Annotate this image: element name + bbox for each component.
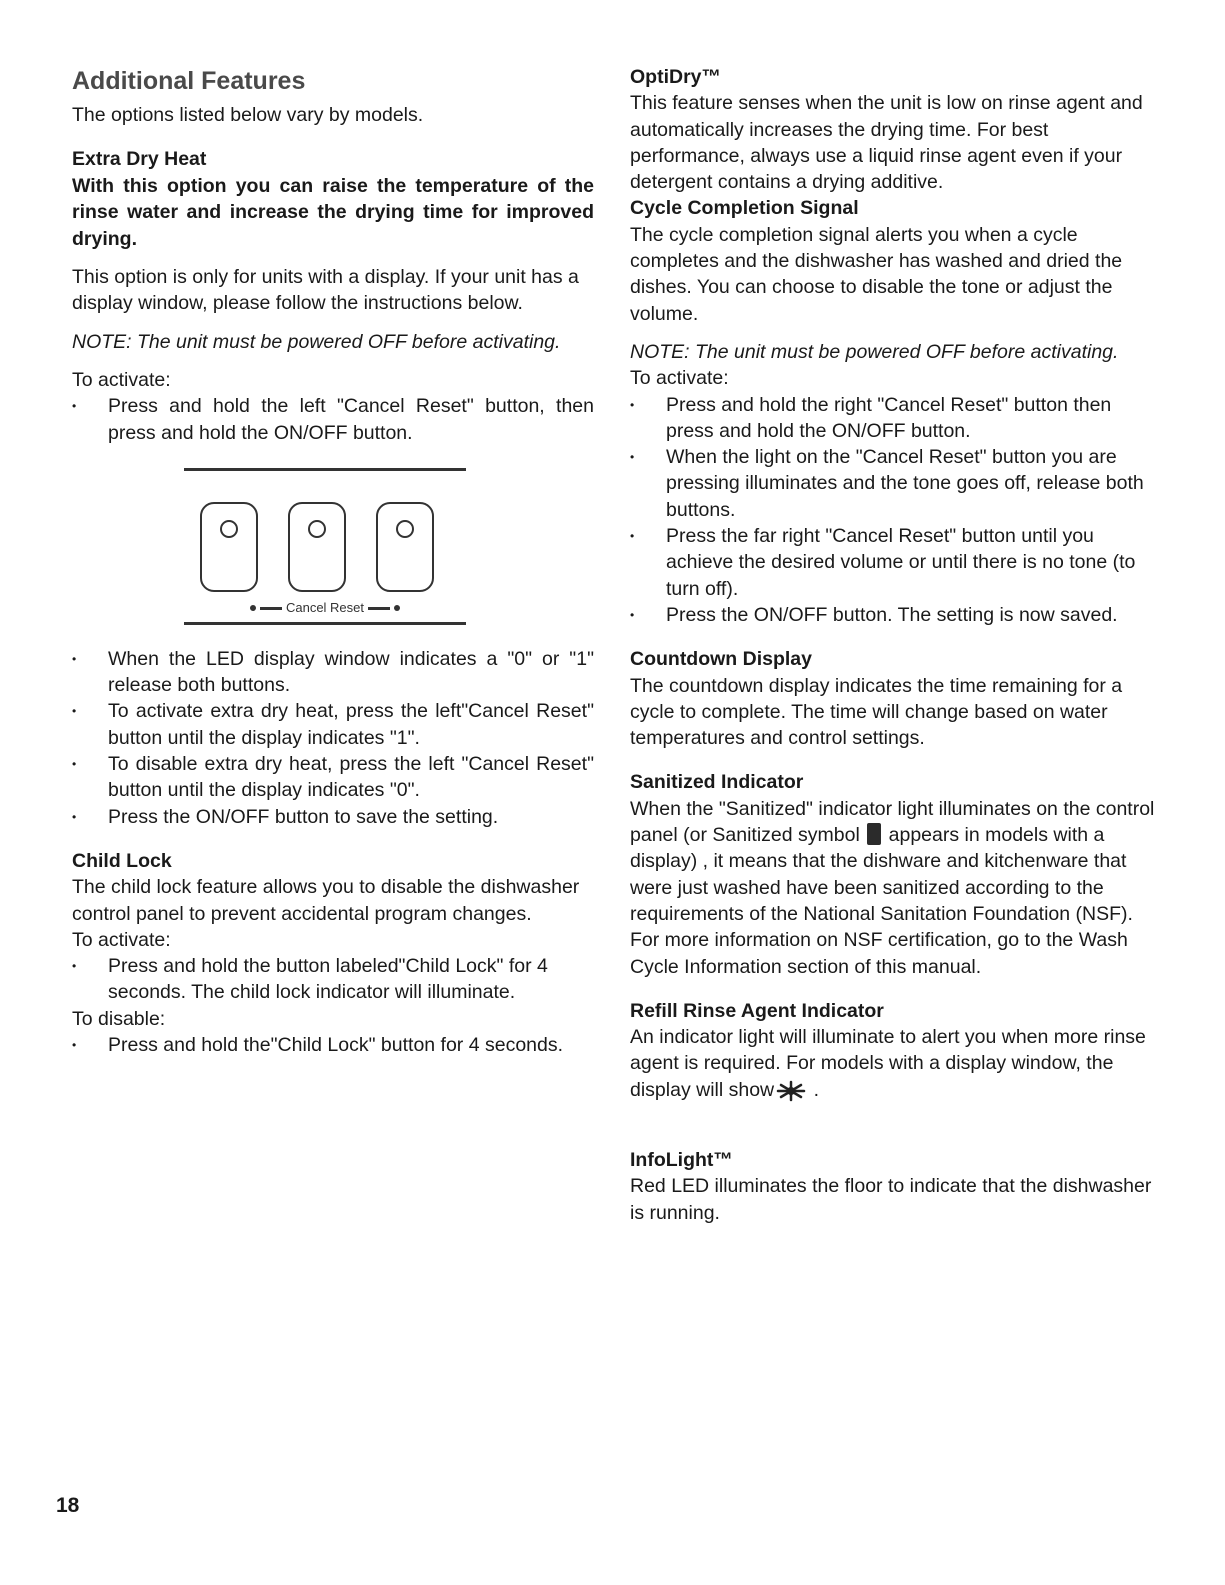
- countdown-section: [630, 646, 1155, 751]
- cycle-signal-step: • When the light on the "Cancel Reset" button you are pressing illuminates and the tone goes off, release both buttons.: [630, 444, 1155, 523]
- refill-body-text: An indicator light will illuminate to alert you when more rinse agent is required. For models with a display window, the display will show: [630, 1026, 1146, 1101]
- child-lock-step: • Press and hold the"Child Lock" button for 4 seconds.: [72, 1032, 594, 1058]
- sanitized-body-end: appears in models with a display) , it means that the dishware and kitchenware that were just washed have been sanitized according to the requirements of the National Sanitation Foundation (NSF). For more information on NSF certification, go to the Wash Cycle Information section of this manual.: [630, 824, 1133, 978]
- optidry-section: [630, 64, 1155, 195]
- cancel-reset-label: Cancel Reset: [285, 599, 365, 615]
- cycle-signal-step: • Press and hold the right "Cancel Reset" button then press and hold the ON/OFF button.: [630, 392, 1155, 445]
- line-icon: [260, 607, 282, 610]
- line-icon: [368, 607, 390, 610]
- extra-dry-step: • Press the ON/OFF button to save the setting.: [72, 804, 594, 830]
- sanitized-symbol-icon: [867, 823, 881, 845]
- extra-dry-activate-label: To activate:: [72, 368, 171, 391]
- panel-button-middle: [288, 502, 346, 592]
- panel-top-rule: [184, 468, 466, 471]
- cycle-signal-step: • Press the far right "Cancel Reset" button until you achieve the desired volume or until there is no tone (to turn off).: [630, 523, 1155, 602]
- sanitized-section: [630, 769, 1155, 979]
- refill-body: [630, 1024, 1155, 1103]
- panel-button-left: [200, 502, 258, 592]
- cycle-signal-step: • Press the ON/OFF button. The setting is now saved.: [630, 602, 1155, 628]
- infolight-body: Red LED illuminates the floor to indicate that the dishwasher is running.: [630, 1175, 1152, 1224]
- extra-dry-step: • Press and hold the left "Cancel Reset" button, then press and hold the ON/OFF button.: [72, 393, 594, 446]
- panel-button-right: [376, 502, 434, 592]
- countdown-heading: Countdown Display: [630, 648, 812, 671]
- sanitized-heading: Sanitized Indicator: [630, 771, 804, 794]
- child-lock-heading: Child Lock: [72, 849, 172, 872]
- extra-dry-step: • To disable extra dry heat, press the left "Cancel Reset" button until the display indicates "0".: [72, 751, 594, 804]
- cancel-reset-panel-figure: [184, 468, 466, 628]
- cycle-signal-steps-list: [630, 392, 1155, 629]
- panel-label: [184, 600, 466, 616]
- child-lock-body: The child lock feature allows you to disable the dishwasher control panel to prevent accidental program changes.: [72, 876, 580, 925]
- page-number: 18: [56, 1494, 80, 1517]
- cycle-signal-heading: Cycle Completion Signal: [630, 197, 859, 220]
- sanitized-body-start: When the "Sanitized" indicator light illuminates on the control panel (or Sanitized symbol: [630, 797, 1155, 847]
- extra-dry-step: • To activate extra dry heat, press the left"Cancel Reset" button until the display indicates "1".: [72, 698, 594, 751]
- cycle-signal-body: The cycle completion signal alerts you when a cycle completes and the dishwasher has washed and dried the dishes. You can choose to disable the tone or adjust the volume.: [630, 223, 1123, 325]
- cycle-signal-activate-label: To activate:: [630, 367, 729, 390]
- dot-icon: [250, 605, 256, 611]
- countdown-body: The countdown display indicates the time remaining for a cycle to complete. The time will change based on water temperatures and control settings.: [630, 674, 1123, 750]
- intro-text: The options listed below vary by models.: [72, 104, 424, 126]
- extra-dry-heat-note: NOTE: The unit must be powered OFF before activating.: [72, 330, 561, 353]
- extra-dry-heat-body: This option is only for units with a display. If your unit has a display window, please follow the instructions below.: [72, 266, 579, 315]
- button-led-icon: [220, 520, 238, 538]
- extra-dry-heat-section: [72, 146, 594, 830]
- extra-dry-step-list: [72, 393, 594, 446]
- right-column: [630, 64, 1155, 1226]
- child-lock-activate-list: [72, 953, 594, 1006]
- sanitized-body: [630, 796, 1155, 980]
- rinse-agent-star-icon: [776, 1080, 806, 1102]
- optidry-heading: OptiDry™: [630, 66, 722, 88]
- refill-section: [630, 998, 1155, 1103]
- extra-dry-steps-list: [72, 646, 594, 830]
- left-column: [72, 64, 594, 1058]
- extra-dry-heat-heading: Extra Dry Heat: [72, 148, 207, 171]
- dot-icon: [394, 605, 400, 611]
- infolight-heading: InfoLight™: [630, 1148, 733, 1171]
- cycle-signal-note: NOTE: The unit must be powered OFF before activating.: [630, 340, 1119, 363]
- refill-body-end: .: [813, 1078, 819, 1101]
- child-lock-section: [72, 848, 594, 1058]
- child-lock-disable-label: To disable:: [72, 1007, 166, 1030]
- refill-heading: Refill Rinse Agent Indicator: [630, 999, 884, 1022]
- extra-dry-step: • When the LED display window indicates a "0" or "1" release both buttons.: [72, 646, 594, 699]
- cycle-signal-section: [630, 195, 1155, 628]
- infolight-section: [630, 1147, 1155, 1226]
- panel-bottom-rule: [184, 622, 466, 625]
- button-led-icon: [308, 520, 326, 538]
- child-lock-disable-list: [72, 1032, 594, 1058]
- child-lock-activate-label: To activate:: [72, 928, 171, 951]
- optidry-body: This feature senses when the unit is low on rinse agent and automatically increases the drying time. For best performance, always use a liquid rinse agent even if your detergent contains a drying additive.: [630, 92, 1143, 194]
- button-led-icon: [396, 520, 414, 538]
- extra-dry-heat-lead: With this option you can raise the temperature of the rinse water and increase the drying time for improved drying.: [72, 174, 594, 250]
- child-lock-step: • Press and hold the button labeled"Child Lock" for 4 seconds. The child lock indicator will illuminate.: [72, 953, 594, 1006]
- page-title: Additional Features: [72, 67, 306, 95]
